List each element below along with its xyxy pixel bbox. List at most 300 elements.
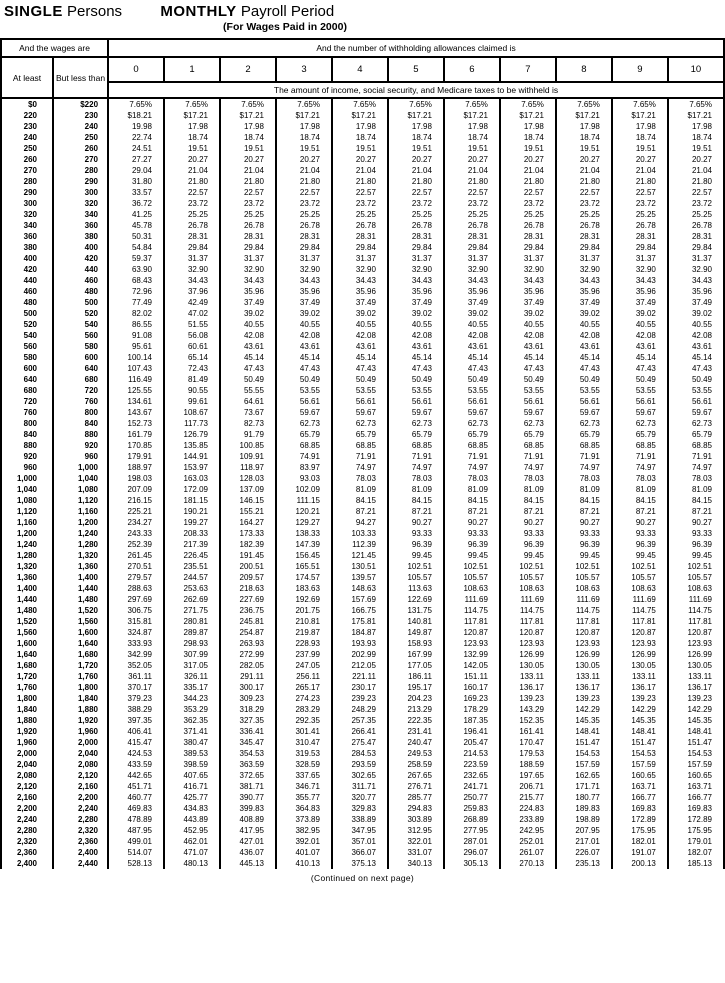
table-row <box>1 847 724 858</box>
wage-at-least-cell: 1,640 <box>1 649 53 660</box>
wage-at-least-cell: 1,840 <box>1 704 53 715</box>
withholding-value-cell: 31.37 <box>388 253 444 264</box>
withholding-value-cell: 59.67 <box>444 407 500 418</box>
withholding-value-cell: 26.78 <box>332 220 388 231</box>
at-least-header: At least <box>1 57 53 98</box>
wage-less-than-cell: 480 <box>53 286 108 297</box>
withholding-value-cell: 130.51 <box>332 561 388 572</box>
withholding-value-cell: 87.21 <box>556 506 612 517</box>
withholding-value-cell: 28.31 <box>612 231 668 242</box>
withholding-value-cell: 7.65% <box>108 98 164 110</box>
wage-at-least-cell: 1,320 <box>1 561 53 572</box>
withholding-value-cell: 32.90 <box>164 264 220 275</box>
withholding-value-cell: 108.63 <box>444 583 500 594</box>
withholding-value-cell: 19.51 <box>668 143 724 154</box>
withholding-value-cell: 39.02 <box>556 308 612 319</box>
withholding-value-cell: 217.01 <box>556 836 612 847</box>
wage-less-than-cell: 1,760 <box>53 671 108 682</box>
withholding-value-cell: 34.43 <box>612 275 668 286</box>
withholding-value-cell: 22.57 <box>612 187 668 198</box>
withholding-value-cell: 407.65 <box>164 770 220 781</box>
withholding-value-cell: 340.13 <box>388 858 444 869</box>
withholding-value-cell: 7.65% <box>276 98 332 110</box>
withholding-value-cell: 270.51 <box>108 561 164 572</box>
withholding-value-cell: 22.57 <box>668 187 724 198</box>
withholding-value-cell: 276.71 <box>388 781 444 792</box>
withholding-value-cell: 71.91 <box>444 451 500 462</box>
withholding-value-cell: 186.11 <box>388 671 444 682</box>
withholding-value-cell: 59.67 <box>332 407 388 418</box>
wage-at-least-cell: 380 <box>1 242 53 253</box>
withholding-value-cell: 105.57 <box>668 572 724 583</box>
withholding-value-cell: 285.77 <box>388 792 444 803</box>
withholding-value-cell: 28.31 <box>444 231 500 242</box>
withholding-value-cell: 81.09 <box>668 484 724 495</box>
table-row <box>1 451 724 462</box>
withholding-value-cell: 179.91 <box>108 451 164 462</box>
table-row <box>1 242 724 253</box>
withholding-value-cell: 170.85 <box>108 440 164 451</box>
withholding-value-cell: 130.05 <box>612 660 668 671</box>
withholding-value-cell: 17.98 <box>164 121 220 132</box>
withholding-value-cell: 105.57 <box>444 572 500 583</box>
withholding-value-cell: 35.96 <box>612 286 668 297</box>
withholding-value-cell: 175.95 <box>668 825 724 836</box>
withholding-value-cell: 205.47 <box>444 737 500 748</box>
wage-less-than-cell: 920 <box>53 440 108 451</box>
wage-less-than-cell: 800 <box>53 407 108 418</box>
withholding-value-cell: 40.55 <box>220 319 276 330</box>
withholding-value-cell: 59.67 <box>276 407 332 418</box>
withholding-value-cell: 227.69 <box>220 594 276 605</box>
withholding-value-cell: 28.31 <box>220 231 276 242</box>
table-row <box>1 220 724 231</box>
withholding-value-cell: 410.13 <box>276 858 332 869</box>
withholding-value-cell: 152.73 <box>108 418 164 429</box>
withholding-value-cell: 42.08 <box>612 330 668 341</box>
withholding-value-cell: 143.67 <box>108 407 164 418</box>
table-row <box>1 132 724 143</box>
wage-less-than-cell: 290 <box>53 176 108 187</box>
withholding-value-cell: 397.35 <box>108 715 164 726</box>
withholding-value-cell: 47.43 <box>276 363 332 374</box>
wage-at-least-cell: 2,040 <box>1 759 53 770</box>
withholding-value-cell: 22.57 <box>220 187 276 198</box>
withholding-value-cell: $17.21 <box>444 110 500 121</box>
withholding-value-cell: 375.13 <box>332 858 388 869</box>
withholding-value-cell: 146.15 <box>220 495 276 506</box>
withholding-value-cell: 81.09 <box>556 484 612 495</box>
wage-at-least-cell: 1,560 <box>1 627 53 638</box>
wage-at-least-cell: 1,200 <box>1 528 53 539</box>
withholding-value-cell: 20.27 <box>220 154 276 165</box>
withholding-value-cell: 172.89 <box>668 814 724 825</box>
withholding-value-cell: 18.74 <box>220 132 276 143</box>
withholding-value-cell: 160.65 <box>612 770 668 781</box>
withholding-value-cell: 55.55 <box>220 385 276 396</box>
withholding-value-cell: 283.29 <box>276 704 332 715</box>
wage-at-least-cell: 340 <box>1 220 53 231</box>
withholding-value-cell: 21.80 <box>276 176 332 187</box>
withholding-value-cell: 120.21 <box>276 506 332 517</box>
withholding-value-cell: 169.83 <box>668 803 724 814</box>
withholding-value-cell: 99.61 <box>164 396 220 407</box>
withholding-value-cell: 111.69 <box>556 594 612 605</box>
withholding-value-cell: 379.23 <box>108 693 164 704</box>
withholding-value-cell: 130.05 <box>500 660 556 671</box>
withholding-value-cell: 63.90 <box>108 264 164 275</box>
table-row <box>1 638 724 649</box>
withholding-value-cell: 34.43 <box>668 275 724 286</box>
withholding-value-cell: 445.13 <box>220 858 276 869</box>
withholding-value-cell: 93.33 <box>500 528 556 539</box>
withholding-value-cell: 43.61 <box>444 341 500 352</box>
withholding-value-cell: 18.74 <box>164 132 220 143</box>
wage-less-than-cell: 400 <box>53 242 108 253</box>
withholding-value-cell: 226.07 <box>556 847 612 858</box>
withholding-value-cell: 65.79 <box>500 429 556 440</box>
table-row <box>1 407 724 418</box>
withholding-value-cell: 117.81 <box>668 616 724 627</box>
table-row <box>1 506 724 517</box>
withholding-value-cell: 129.27 <box>276 517 332 528</box>
withholding-value-cell: 126.99 <box>500 649 556 660</box>
title-monthly: MONTHLY <box>160 3 237 20</box>
withholding-value-cell: 60.61 <box>164 341 220 352</box>
withholding-value-cell: 302.65 <box>332 770 388 781</box>
withholding-value-cell: 74.97 <box>612 462 668 473</box>
withholding-value-cell: 139.23 <box>500 693 556 704</box>
table-row <box>1 110 724 121</box>
withholding-value-cell: 21.80 <box>220 176 276 187</box>
wage-less-than-cell: 240 <box>53 121 108 132</box>
withholding-value-cell: 103.33 <box>332 528 388 539</box>
withholding-value-cell: 35.96 <box>556 286 612 297</box>
table-row <box>1 253 724 264</box>
allowance-col-8: 8 <box>556 57 612 82</box>
withholding-value-cell: 34.43 <box>500 275 556 286</box>
withholding-value-cell: 37.49 <box>332 297 388 308</box>
withholding-value-cell: 19.51 <box>220 143 276 154</box>
withholding-value-cell: 42.08 <box>500 330 556 341</box>
table-row <box>1 605 724 616</box>
withholding-value-cell: 37.49 <box>556 297 612 308</box>
withholding-value-cell: 74.97 <box>668 462 724 473</box>
table-row <box>1 352 724 363</box>
table-row <box>1 363 724 374</box>
withholding-value-cell: 296.07 <box>444 847 500 858</box>
withholding-value-cell: 177.05 <box>388 660 444 671</box>
withholding-value-cell: 105.57 <box>388 572 444 583</box>
withholding-value-cell: 87.21 <box>612 506 668 517</box>
wage-at-least-cell: 640 <box>1 374 53 385</box>
wage-less-than-cell: 2,440 <box>53 858 108 869</box>
withholding-value-cell: 147.39 <box>276 539 332 550</box>
withholding-value-cell: 161.79 <box>108 429 164 440</box>
withholding-value-cell: 7.65% <box>164 98 220 110</box>
withholding-value-cell: 151.47 <box>612 737 668 748</box>
withholding-value-cell: 31.37 <box>276 253 332 264</box>
withholding-value-cell: 478.89 <box>108 814 164 825</box>
allowance-col-4: 4 <box>332 57 388 82</box>
withholding-value-cell: 226.45 <box>164 550 220 561</box>
withholding-value-cell: 21.80 <box>612 176 668 187</box>
withholding-value-cell: 307.99 <box>164 649 220 660</box>
withholding-value-cell: 96.39 <box>388 539 444 550</box>
withholding-value-cell: 96.39 <box>444 539 500 550</box>
withholding-value-cell: 34.43 <box>276 275 332 286</box>
withholding-value-cell: 22.57 <box>276 187 332 198</box>
withholding-value-cell: 126.99 <box>556 649 612 660</box>
withholding-value-cell: 268.89 <box>444 814 500 825</box>
withholding-value-cell: 451.71 <box>108 781 164 792</box>
withholding-value-cell: 117.81 <box>612 616 668 627</box>
withholding-value-cell: 212.05 <box>332 660 388 671</box>
withholding-value-cell: 19.51 <box>332 143 388 154</box>
withholding-value-cell: 20.27 <box>332 154 388 165</box>
withholding-value-cell: 225.21 <box>108 506 164 517</box>
withholding-value-cell: 21.04 <box>444 165 500 176</box>
wage-at-least-cell: 1,280 <box>1 550 53 561</box>
withholding-value-cell: 303.89 <box>388 814 444 825</box>
withholding-value-cell: 87.21 <box>668 506 724 517</box>
withholding-value-cell: 424.53 <box>108 748 164 759</box>
withholding-value-cell: 178.29 <box>444 704 500 715</box>
wage-at-least-cell: 1,480 <box>1 605 53 616</box>
withholding-value-cell: 20.27 <box>276 154 332 165</box>
table-row <box>1 330 724 341</box>
withholding-value-cell: 113.63 <box>388 583 444 594</box>
withholding-value-cell: 31.37 <box>556 253 612 264</box>
table-row <box>1 308 724 319</box>
withholding-value-cell: 32.90 <box>668 264 724 275</box>
withholding-value-cell: 83.97 <box>276 462 332 473</box>
withholding-value-cell: 19.51 <box>612 143 668 154</box>
withholding-value-cell: 392.01 <box>276 836 332 847</box>
wage-less-than-cell: 440 <box>53 264 108 275</box>
wage-at-least-cell: 2,000 <box>1 748 53 759</box>
withholding-value-cell: 23.72 <box>164 198 220 209</box>
withholding-value-cell: 28.31 <box>388 231 444 242</box>
withholding-value-cell: 145.35 <box>556 715 612 726</box>
table-row <box>1 462 724 473</box>
withholding-value-cell: 34.43 <box>556 275 612 286</box>
wage-less-than-cell: 1,160 <box>53 506 108 517</box>
withholding-value-cell: 22.57 <box>444 187 500 198</box>
table-row <box>1 550 724 561</box>
withholding-value-cell: 53.55 <box>388 385 444 396</box>
wage-at-least-cell: 1,960 <box>1 737 53 748</box>
withholding-value-cell: 65.79 <box>332 429 388 440</box>
withholding-value-cell: 99.45 <box>556 550 612 561</box>
withholding-value-cell: 275.47 <box>332 737 388 748</box>
withholding-value-cell: 47.02 <box>164 308 220 319</box>
withholding-value-cell: 277.95 <box>444 825 500 836</box>
wage-less-than-cell: 1,920 <box>53 715 108 726</box>
table-row <box>1 682 724 693</box>
withholding-value-cell: 71.91 <box>556 451 612 462</box>
table-row <box>1 231 724 242</box>
withholding-value-cell: 236.75 <box>220 605 276 616</box>
withholding-value-cell: 244.57 <box>164 572 220 583</box>
withholding-value-cell: 50.49 <box>388 374 444 385</box>
withholding-value-cell: 50.49 <box>276 374 332 385</box>
withholding-value-cell: 148.41 <box>556 726 612 737</box>
withholding-value-cell: 189.83 <box>556 803 612 814</box>
withholding-value-cell: 31.37 <box>220 253 276 264</box>
withholding-value-cell: 21.04 <box>612 165 668 176</box>
withholding-value-cell: 21.04 <box>332 165 388 176</box>
withholding-value-cell: 148.41 <box>668 726 724 737</box>
table-row <box>1 198 724 209</box>
withholding-value-cell: 202.99 <box>332 649 388 660</box>
withholding-value-cell: 241.71 <box>444 781 500 792</box>
allowance-col-6: 6 <box>444 57 500 82</box>
withholding-value-cell: 23.72 <box>668 198 724 209</box>
wage-less-than-cell: $220 <box>53 98 108 110</box>
withholding-value-cell: 65.79 <box>276 429 332 440</box>
wage-at-least-cell: 720 <box>1 396 53 407</box>
wage-less-than-cell: 1,720 <box>53 660 108 671</box>
withholding-value-cell: 108.63 <box>668 583 724 594</box>
allowance-col-5: 5 <box>388 57 444 82</box>
withholding-value-cell: 182.01 <box>612 836 668 847</box>
withholding-value-cell: 135.85 <box>164 440 220 451</box>
table-row <box>1 836 724 847</box>
withholding-value-cell: 427.01 <box>220 836 276 847</box>
wage-at-least-cell: 1,240 <box>1 539 53 550</box>
withholding-value-cell: 136.17 <box>612 682 668 693</box>
withholding-value-cell: 120.87 <box>444 627 500 638</box>
withholding-value-cell: 81.49 <box>164 374 220 385</box>
withholding-value-cell: 188.97 <box>108 462 164 473</box>
wage-at-least-cell: 480 <box>1 297 53 308</box>
withholding-value-cell: 42.08 <box>444 330 500 341</box>
withholding-value-cell: 298.93 <box>164 638 220 649</box>
withholding-value-cell: 81.09 <box>612 484 668 495</box>
withholding-value-cell: 258.59 <box>388 759 444 770</box>
withholding-value-cell: 23.72 <box>612 198 668 209</box>
withholding-value-cell: 237.99 <box>276 649 332 660</box>
wage-less-than-cell: 840 <box>53 418 108 429</box>
withholding-value-cell: 120.87 <box>556 627 612 638</box>
withholding-value-cell: 84.15 <box>332 495 388 506</box>
withholding-value-cell: 47.43 <box>612 363 668 374</box>
withholding-value-cell: 45.14 <box>444 352 500 363</box>
withholding-value-cell: 32.90 <box>276 264 332 275</box>
withholding-value-cell: 87.21 <box>332 506 388 517</box>
withholding-value-cell: 28.31 <box>500 231 556 242</box>
withholding-value-cell: 18.74 <box>668 132 724 143</box>
wage-at-least-cell: 220 <box>1 110 53 121</box>
withholding-value-cell: 81.09 <box>500 484 556 495</box>
withholding-value-cell: 62.73 <box>556 418 612 429</box>
withholding-value-cell: 20.27 <box>612 154 668 165</box>
withholding-value-cell: 18.74 <box>500 132 556 143</box>
withholding-value-cell: 167.99 <box>388 649 444 660</box>
withholding-value-cell: 105.57 <box>612 572 668 583</box>
withholding-value-cell: 143.29 <box>500 704 556 715</box>
withholding-value-cell: 17.98 <box>444 121 500 132</box>
withholding-value-cell: 64.61 <box>220 396 276 407</box>
withholding-value-cell: 265.17 <box>276 682 332 693</box>
withholding-value-cell: 469.83 <box>108 803 164 814</box>
withholding-value-cell: 78.03 <box>612 473 668 484</box>
withholding-value-cell: 185.13 <box>668 858 724 869</box>
withholding-value-cell: 160.65 <box>668 770 724 781</box>
withholding-value-cell: 263.93 <box>220 638 276 649</box>
withholding-value-cell: 280.81 <box>164 616 220 627</box>
withholding-value-cell: 342.99 <box>108 649 164 660</box>
withholding-value-cell: 309.23 <box>220 693 276 704</box>
withholding-value-cell: 23.72 <box>444 198 500 209</box>
withholding-value-cell: 32.90 <box>556 264 612 275</box>
withholding-value-cell: 50.49 <box>612 374 668 385</box>
withholding-value-cell: 90.27 <box>500 517 556 528</box>
withholding-value-cell: 68.85 <box>332 440 388 451</box>
withholding-value-cell: 18.74 <box>388 132 444 143</box>
withholding-value-cell: 32.90 <box>388 264 444 275</box>
wage-less-than-cell: 1,320 <box>53 550 108 561</box>
withholding-value-cell: 41.25 <box>108 209 164 220</box>
withholding-value-cell: 116.49 <box>108 374 164 385</box>
withholding-value-cell: 35.96 <box>500 286 556 297</box>
withholding-value-cell: 235.13 <box>556 858 612 869</box>
withholding-value-cell: 53.55 <box>500 385 556 396</box>
withholding-value-cell: 131.75 <box>388 605 444 616</box>
table-row <box>1 792 724 803</box>
withholding-value-cell: 123.93 <box>500 638 556 649</box>
allowances-claimed-header: And the number of withholding allowances claimed is <box>108 39 724 57</box>
wage-less-than-cell: 1,640 <box>53 638 108 649</box>
withholding-value-cell: 154.53 <box>612 748 668 759</box>
withholding-value-cell: 34.43 <box>220 275 276 286</box>
withholding-value-cell: 81.09 <box>332 484 388 495</box>
withholding-value-cell: 139.23 <box>668 693 724 704</box>
withholding-value-cell: 47.43 <box>444 363 500 374</box>
withholding-value-cell: 471.07 <box>164 847 220 858</box>
wage-less-than-cell: 1,680 <box>53 649 108 660</box>
withholding-value-cell: 206.71 <box>500 781 556 792</box>
withholding-value-cell: 126.79 <box>164 429 220 440</box>
withholding-value-cell: 37.49 <box>444 297 500 308</box>
withholding-value-cell: 100.85 <box>220 440 276 451</box>
withholding-value-cell: $17.21 <box>668 110 724 121</box>
withholding-value-cell: 262.69 <box>164 594 220 605</box>
withholding-value-cell: 207.95 <box>556 825 612 836</box>
withholding-value-cell: 219.87 <box>276 627 332 638</box>
withholding-value-cell: 389.53 <box>164 748 220 759</box>
withholding-value-cell: 84.15 <box>500 495 556 506</box>
withholding-value-cell: 163.71 <box>612 781 668 792</box>
withholding-value-cell: 111.69 <box>444 594 500 605</box>
withholding-value-cell: 149.87 <box>388 627 444 638</box>
wage-less-than-cell: 2,080 <box>53 759 108 770</box>
wage-at-least-cell: 1,120 <box>1 506 53 517</box>
withholding-value-cell: 345.47 <box>220 737 276 748</box>
withholding-value-cell: 169.23 <box>444 693 500 704</box>
withholding-value-cell: 207.09 <box>108 484 164 495</box>
withholding-value-cell: 222.35 <box>388 715 444 726</box>
withholding-value-cell: 305.13 <box>444 858 500 869</box>
withholding-value-cell: 259.83 <box>444 803 500 814</box>
table-header <box>1 39 724 98</box>
withholding-value-cell: 43.61 <box>668 341 724 352</box>
withholding-value-cell: 56.08 <box>164 330 220 341</box>
withholding-value-cell: 84.15 <box>668 495 724 506</box>
withholding-value-cell: 40.55 <box>668 319 724 330</box>
withholding-value-cell: 93.33 <box>388 528 444 539</box>
